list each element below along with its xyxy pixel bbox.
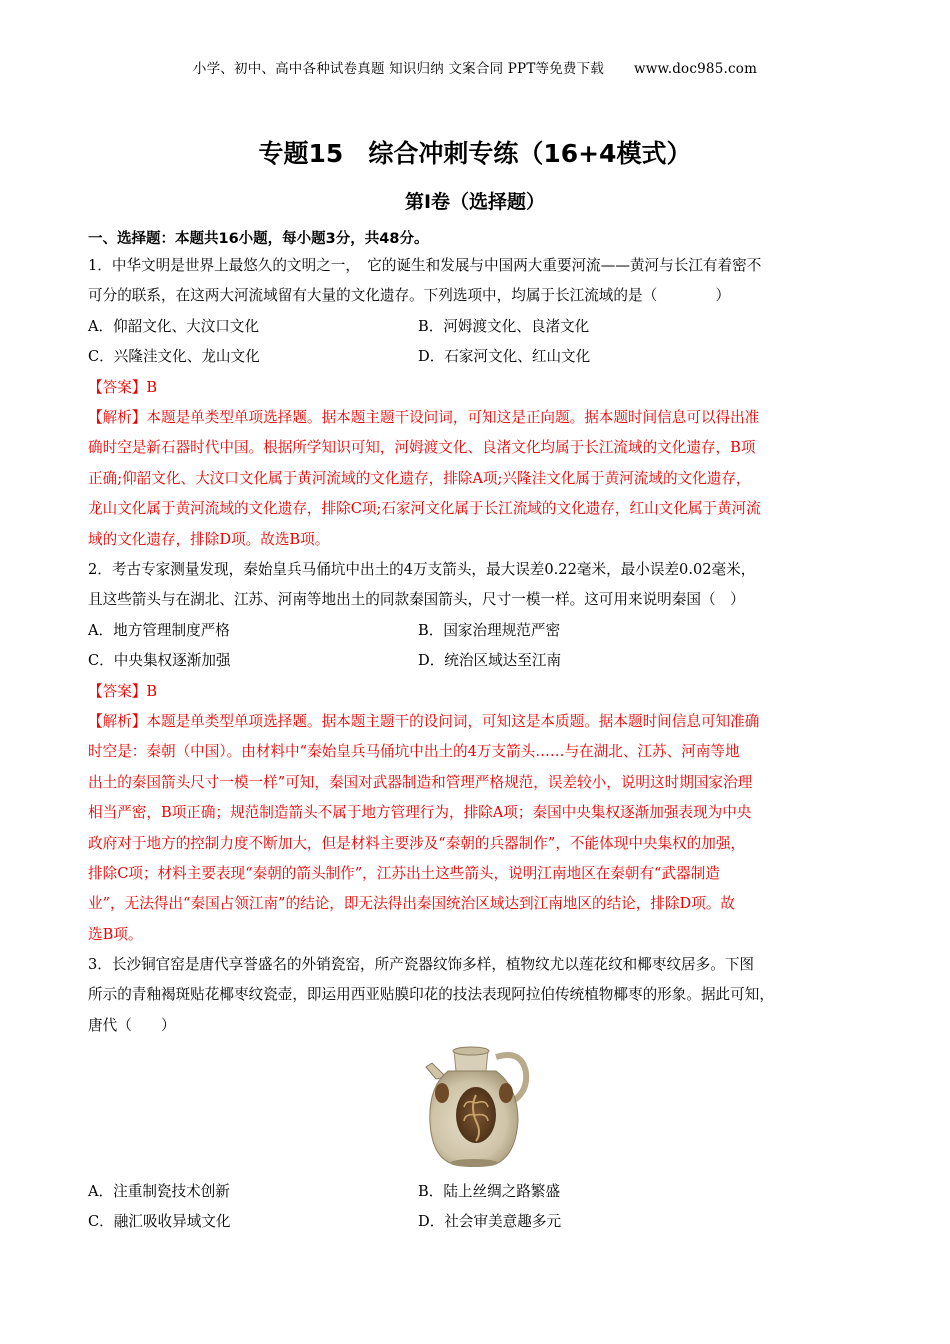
question-3-options bbox=[88, 1177, 863, 1238]
question-2 bbox=[88, 555, 863, 950]
header-text: 小学、初中、高中各种试卷真题 知识归纳 文案合同 PPT等免费下载 bbox=[192, 61, 605, 77]
question-stem: 2．考古专家测量发现，秦始皇兵马俑坑中出土的4万支箭头，最大误差0.22毫米，最小误差0.02毫米， bbox=[88, 561, 756, 578]
question-stem: 唐代（ ） bbox=[88, 1016, 176, 1034]
option-a[interactable]: A．仰韶文化、大汶口文化 bbox=[88, 317, 260, 335]
option-row bbox=[88, 1177, 863, 1207]
ceramic-ewer-image bbox=[418, 1037, 538, 1171]
page-title: 专题15 综合冲刺专练（16+4模式） bbox=[258, 139, 692, 168]
analysis-line: 域的文化遗存，排除D项。故选B项。 bbox=[88, 530, 330, 548]
option-b[interactable]: B．陆上丝绸之路繁盛 bbox=[418, 1183, 561, 1200]
question-stem: 3．长沙铜官窑是唐代享誉盛名的外销瓷窑，所产瓷器纹饰多样，植物纹尤以莲花纹和椰枣纹居多。下图 bbox=[88, 956, 755, 973]
option-c[interactable]: C．融汇吸收异域文化 bbox=[88, 1213, 231, 1231]
question-1 bbox=[88, 251, 863, 555]
option-a[interactable]: A．地方管理制度严格 bbox=[88, 621, 230, 639]
option-c[interactable]: C．中央集权逐渐加强 bbox=[88, 652, 231, 670]
analysis-line: 龙山文化属于黄河流域的文化遗存，排除C项;石家河文化属于长江流域的文化遗存，红山文化属于黄河流 bbox=[88, 500, 761, 518]
analysis-line: 业”，无法得出“秦国占领江南”的结论，即无法得出秦国统治区域达到江南地区的结论，排除D项。故 bbox=[88, 895, 736, 913]
option-row bbox=[88, 342, 863, 372]
question-stem: 1．中华文明是世界上最悠久的文明之一， 它的诞生和发展与中国两大重要河流——黄河与长江有着密不 bbox=[88, 257, 762, 274]
analysis-line: 出土的秦国箭头尺寸一模一样”可知，秦国对武器制造和管理严格规范，误差较小，说明这时期国家治理 bbox=[88, 773, 753, 791]
option-row bbox=[88, 616, 863, 646]
option-d[interactable]: D．统治区域达至江南 bbox=[418, 652, 562, 670]
question-stem: 所示的青釉褐斑贴花椰枣纹瓷壶，即运用西亚贴膜印花的技法表现阿拉伯传统植物椰枣的形象。据此可知， bbox=[88, 986, 774, 1004]
header-site[interactable]: www.doc985.com bbox=[634, 61, 758, 77]
option-row bbox=[88, 646, 863, 676]
question-stem: 且这些箭头与在湖北、江苏、河南等地出土的同款秦国箭头，尺寸一模一样。这可用来说明秦国（ ） bbox=[88, 591, 745, 609]
analysis-line: 正确;仰韶文化、大汶口文化属于黄河流域的文化遗存，排除A项;兴隆洼文化属于黄河流域的文化遗存， bbox=[88, 469, 751, 487]
answer: 【答案】B bbox=[88, 378, 158, 396]
analysis-line: 时空是：秦朝（中国）。由材料中“秦始皇兵马俑坑中出土的4万支箭头……与在湖北、江苏、河南等地 bbox=[88, 743, 740, 761]
page-subtitle: 第Ⅰ卷（选择题） bbox=[404, 191, 546, 213]
option-b[interactable]: B．河姆渡文化、良渚文化 bbox=[418, 317, 590, 335]
answer: 【答案】B bbox=[88, 682, 158, 700]
option-c[interactable]: C．兴隆洼文化、龙山文化 bbox=[88, 348, 260, 366]
analysis-line: 排除C项；材料主要表现“秦朝的箭头制作”，江苏出土这些箭头，说明江南地区在秦朝有“武器制造 bbox=[88, 865, 720, 883]
option-row bbox=[88, 312, 863, 342]
option-a[interactable]: A．注重制瓷技术创新 bbox=[88, 1183, 230, 1200]
section-heading: 一、选择题：本题共16小题，每小题3分，共48分。 bbox=[88, 231, 429, 247]
option-d[interactable]: D．社会审美意趣多元 bbox=[418, 1213, 562, 1231]
analysis-line: 相当严密，B项正确；规范制造箭头不属于地方管理行为，排除A项；秦国中央集权逐渐加强表现为中央 bbox=[88, 804, 752, 822]
option-b[interactable]: B．国家治理规范严密 bbox=[418, 621, 561, 639]
page-header bbox=[0, 57, 950, 77]
question-3 bbox=[88, 950, 863, 1041]
analysis-line: 选B项。 bbox=[88, 925, 143, 943]
question-stem: 可分的联系，在这两大河流域留有大量的文化遗存。下列选项中，均属于长江流域的是（ ） bbox=[88, 287, 731, 305]
analysis-line: 【解析】本题是单类型单项选择题。据本题主题干的设问词，可知这是本质题。据本题时间信息可知准确 bbox=[88, 713, 760, 730]
analysis-line: 确时空是新石器时代中国。根据所学知识可知，河姆渡文化、良渚文化均属于长江流域的文化遗存，B项 bbox=[88, 439, 756, 457]
analysis-line: 【解析】本题是单类型单项选择题。据本题主题干设问词，可知这是正向题。据本题时间信息可以得出准 bbox=[88, 409, 760, 426]
option-row bbox=[88, 1207, 863, 1237]
analysis-line: 政府对于地方的控制力度不断加大，但是材料主要涉及“秦朝的兵器制作”，不能体现中央集权的加强， bbox=[88, 834, 746, 852]
option-d[interactable]: D．石家河文化、红山文化 bbox=[418, 348, 591, 366]
